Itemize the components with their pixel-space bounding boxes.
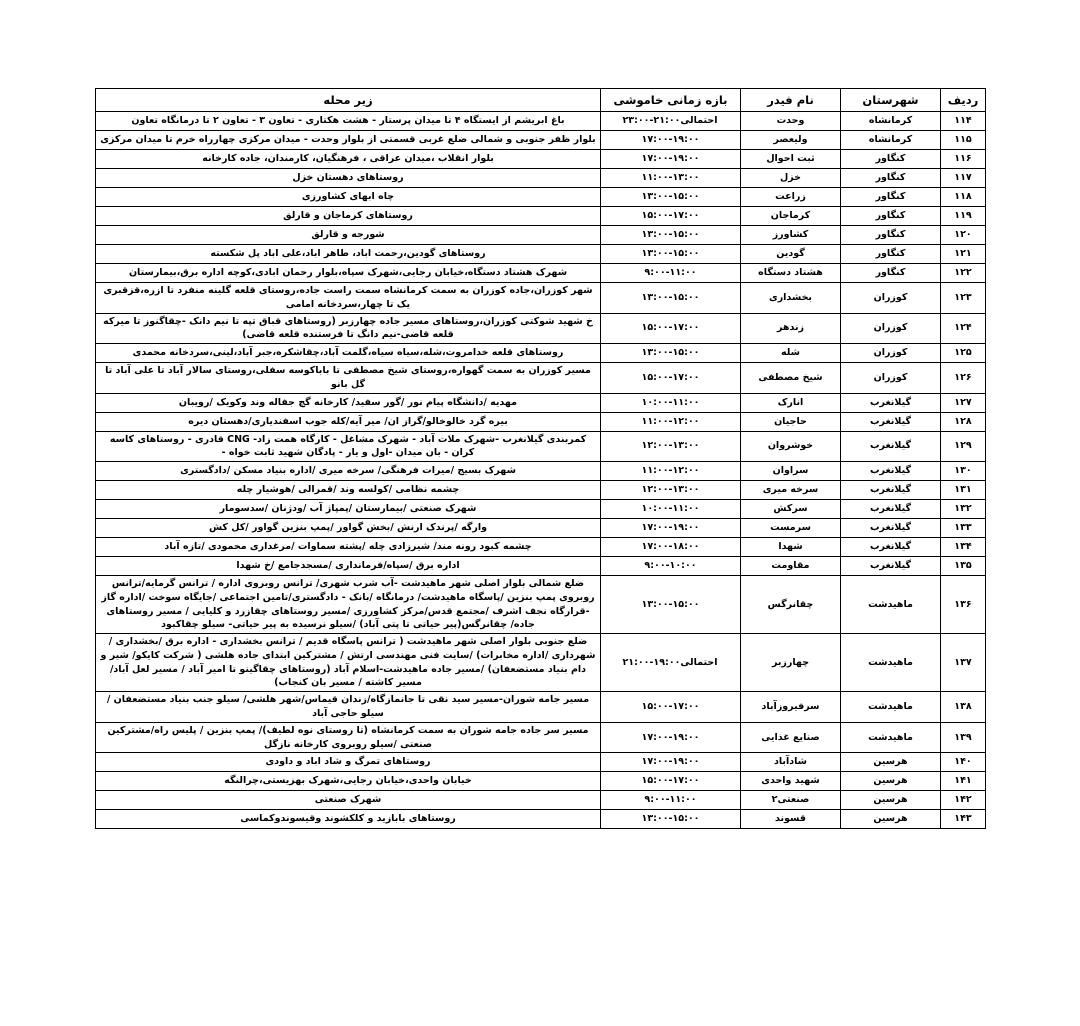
row-number-cell: ۱۲۹: [941, 431, 986, 462]
table-row: [96, 283, 986, 314]
county-cell: کوزران: [841, 313, 941, 344]
area-cell: روستاهای دهستان خزل: [96, 169, 601, 188]
table-row: [96, 791, 986, 810]
time-value: ۱۵:۰۰-۱۷:۰۰: [641, 701, 700, 713]
time-cell: [601, 344, 741, 363]
row-number-cell: ۱۲۰: [941, 226, 986, 245]
table-row: [96, 264, 986, 283]
time-cell: [601, 313, 741, 344]
time-cell: [601, 264, 741, 283]
time-cell: [601, 363, 741, 394]
feeder-cell: حاجیان: [741, 412, 841, 431]
time-cell: [601, 557, 741, 576]
time-cell: [601, 283, 741, 314]
table-row: [96, 753, 986, 772]
table-row: [96, 692, 986, 723]
county-cell: هرسین: [841, 753, 941, 772]
county-cell: کرمانشاه: [841, 112, 941, 131]
time-value: ۹:۰۰-۱۱:۰۰: [644, 794, 697, 806]
county-cell: کنگاور: [841, 188, 941, 207]
header-row: [96, 89, 986, 112]
area-cell: ضلع شمالی بلوار اصلی شهر ماهیدشت -آب شرب شهری/ ترانس روبروی اداره / ترانس گرمایه/ترانس روبروی پمپ بنزین /پاسگاه ماهیدشت/ درمانگاه /بانک - دادگستری/تامین اجتماعی /جایگاه سوخت /اداره گاز -قرارگاه نجف اشرف /مجتمع قدس/مرکز کشاورزی /مسیر روستاهای چقازرد و کلیایی / مسیر روستاهای جاده/ چقانرگس(پیر حیاتی تا پتی آباد) /سیلو نرسیده به پیر حیاتی- سیلو چقاکبود: [96, 576, 601, 634]
time-value: ۱۷:۰۰-۱۹:۰۰: [641, 756, 700, 768]
county-cell: گیلانغرب: [841, 519, 941, 538]
feeder-cell: چهارزبر: [741, 634, 841, 692]
area-cell: ضلع جنوبی بلوار اصلی شهر ماهیدشت ( ترانس پاسگاه قدیم / ترانس بخشداری - اداره برق /بخشداری /شهرداری /اداره مخابرات) /سایت فنی مهندسی ارتش / مشترکین ابتدای جاده هلشی ( شرکت کایکو/ شیر و دام بنیاد مستضعفان) /مسیر جاده ماهیدشت-اسلام آباد (روستاهای چقاگینو تا امیر آباد / مسیر لعل آباد/مسیر کاشته / مسیر بان کنجاب): [96, 634, 601, 692]
time-value: ۱۰:۰۰-۱۱:۰۰: [641, 396, 700, 408]
feeder-cell: هشتاد دستگاه: [741, 264, 841, 283]
feeder-cell: شهید واحدی: [741, 772, 841, 791]
row-number-cell: ۱۲۸: [941, 412, 986, 431]
county-cell: هرسین: [841, 810, 941, 829]
county-cell: گیلانغرب: [841, 412, 941, 431]
row-number-cell: ۱۳۴: [941, 538, 986, 557]
feeder-cell: شهدا: [741, 538, 841, 557]
time-value: ۱۳:۰۰-۱۵:۰۰: [641, 229, 700, 241]
area-cell: وارگه /پرندک ارنش /بخش گواور /پمپ بنزین گواور /کل کش: [96, 519, 601, 538]
feeder-cell: سرخه میری: [741, 481, 841, 500]
feeder-cell: سرمست: [741, 519, 841, 538]
time-cell: [601, 772, 741, 791]
row-number-cell: ۱۲۶: [941, 363, 986, 394]
time-value: ۲۱:۰۰-۲۳:۰۰: [622, 115, 681, 127]
time-cell: [601, 481, 741, 500]
time-cell: [601, 207, 741, 226]
time-cell: [601, 791, 741, 810]
county-cell: کوزران: [841, 283, 941, 314]
county-cell: کوزران: [841, 363, 941, 394]
table-row: [96, 188, 986, 207]
row-number-cell: ۱۲۳: [941, 283, 986, 314]
row-number-cell: ۱۳۲: [941, 500, 986, 519]
feeder-cell: شله: [741, 344, 841, 363]
row-number-cell: ۱۴۲: [941, 791, 986, 810]
time-cell: [601, 112, 741, 131]
time-value: ۱۵:۰۰-۱۷:۰۰: [641, 775, 700, 787]
time-cell: [601, 188, 741, 207]
table-row: [96, 576, 986, 634]
table-row: [96, 412, 986, 431]
time-cell: [601, 753, 741, 772]
outage-schedule-sheet: [95, 88, 985, 829]
row-number-cell: ۱۴۳: [941, 810, 986, 829]
area-cell: چشمه نظامی /کولسه وند /قمرالی /هوشیار چله: [96, 481, 601, 500]
area-cell: مسیر کوزران به سمت گهواره،روستای شیخ مصطفی تا باباکوسه سفلی،روستای سالار آباد تا علی آباد تا گل بانو: [96, 363, 601, 394]
time-value: ۱۷:۰۰-۱۹:۰۰: [641, 134, 700, 146]
header-row-number: ردیف: [941, 89, 986, 112]
time-probable-note: احتمالی: [680, 115, 718, 127]
time-cell: [601, 634, 741, 692]
time-value: ۱۰:۰۰-۱۱:۰۰: [641, 503, 700, 515]
row-number-cell: ۱۳۷: [941, 634, 986, 692]
row-number-cell: ۱۱۴: [941, 112, 986, 131]
table-row: [96, 344, 986, 363]
county-cell: ماهیدشت: [841, 634, 941, 692]
county-cell: گیلانغرب: [841, 500, 941, 519]
feeder-cell: گودین: [741, 245, 841, 264]
row-number-cell: ۱۲۷: [941, 393, 986, 412]
area-cell: کمربندی گیلانغرب -شهرک ملات آباد - شهرک مشاغل - کارگاه همت زاد- CNG قادری - روستاهای کاسه کران - بان میدان -اول و یار - پادگان شهید ثابت خواه -: [96, 431, 601, 462]
county-cell: ماهیدشت: [841, 722, 941, 753]
row-number-cell: ۱۴۱: [941, 772, 986, 791]
county-cell: هرسین: [841, 791, 941, 810]
county-cell: ماهیدشت: [841, 692, 941, 723]
time-probable-note: احتمالی: [680, 656, 718, 668]
feeder-cell: ثبت احوال: [741, 150, 841, 169]
feeder-cell: زندهر: [741, 313, 841, 344]
row-number-cell: ۱۱۷: [941, 169, 986, 188]
time-value: ۱۷:۰۰-۱۸:۰۰: [641, 541, 700, 553]
row-number-cell: ۱۱۵: [941, 131, 986, 150]
county-cell: کنگاور: [841, 245, 941, 264]
table-row: [96, 313, 986, 344]
time-value: ۱۹:۰۰-۲۱:۰۰: [622, 656, 681, 668]
time-value: ۱۵:۰۰-۱۷:۰۰: [641, 371, 700, 383]
row-number-cell: ۱۲۱: [941, 245, 986, 264]
county-cell: هرسین: [841, 772, 941, 791]
time-cell: [601, 500, 741, 519]
time-cell: [601, 810, 741, 829]
table-row: [96, 112, 986, 131]
time-cell: [601, 462, 741, 481]
area-cell: چشمه کبود رونه مند/ شیرزادی چله /پشته سماوات /مرغداری محمودی /تازه آباد: [96, 538, 601, 557]
time-value: ۱۳:۰۰-۱۵:۰۰: [641, 347, 700, 359]
feeder-cell: صنعتی۲: [741, 791, 841, 810]
table-row: [96, 431, 986, 462]
header-county: شهرستان: [841, 89, 941, 112]
table-row: [96, 810, 986, 829]
feeder-cell: ولیعصر: [741, 131, 841, 150]
feeder-cell: کرماجان: [741, 207, 841, 226]
area-cell: شهر کوزران،جاده کوزران به سمت کرمانشاه سمت راست جاده،روستای قلعه گلینه منفرد تا ازره،قزقبری یک تا چهار،سردخانه امامی: [96, 283, 601, 314]
time-value: ۱۷:۰۰-۱۹:۰۰: [641, 153, 700, 165]
feeder-cell: سرکش: [741, 500, 841, 519]
table-row: [96, 481, 986, 500]
area-cell: باغ ابریشم از ایستگاه ۴ تا میدان پرستار - هشت هکتاری - تعاون ۳ - تعاون ۲ تا درمانگاه تعاون: [96, 112, 601, 131]
area-cell: چاه ابهای کشاورزی: [96, 188, 601, 207]
row-number-cell: ۱۱۸: [941, 188, 986, 207]
county-cell: کنگاور: [841, 226, 941, 245]
table-row: [96, 226, 986, 245]
table-row: [96, 772, 986, 791]
time-cell: [601, 131, 741, 150]
feeder-cell: چقانرگس: [741, 576, 841, 634]
time-cell: [601, 576, 741, 634]
time-cell: [601, 519, 741, 538]
table-row: [96, 363, 986, 394]
time-cell: [601, 226, 741, 245]
row-number-cell: ۱۳۹: [941, 722, 986, 753]
area-cell: بیره گرد خالوخالو/گراز ان/ میر آیه/کله جوب اسفندیاری/دهستان دیره: [96, 412, 601, 431]
feeder-cell: سراوان: [741, 462, 841, 481]
row-number-cell: ۱۳۶: [941, 576, 986, 634]
row-number-cell: ۱۲۲: [941, 264, 986, 283]
feeder-cell: کشاورز: [741, 226, 841, 245]
time-cell: [601, 692, 741, 723]
time-cell: [601, 169, 741, 188]
time-value: ۹:۰۰-۱۱:۰۰: [644, 267, 697, 279]
row-number-cell: ۱۲۵: [941, 344, 986, 363]
table-body: [96, 112, 986, 829]
area-cell: مسیر جامه شوران-مسیر سید نقی تا جانمازگاه/زندان قیماس/شهر هلشی/ سیلو جنب بنیاد مستضعفان / سیلو حاجی آباد: [96, 692, 601, 723]
county-cell: گیلانغرب: [841, 393, 941, 412]
header-time-range: بازه زمانی خاموشی: [601, 89, 741, 112]
time-cell: [601, 245, 741, 264]
area-cell: مسیر سر جاده جامه شوران به سمت کرمانشاه (تا روستای نوه لطیف)/ پمپ بنزین / پلیس راه/مشترکین صنعتی /سیلو روبروی کارخانه نازگل: [96, 722, 601, 753]
outage-schedule-table: [95, 88, 986, 829]
area-cell: خیابان واحدی،خیابان رجایی،شهرک بهزیستی،چرالنگه: [96, 772, 601, 791]
time-value: ۱۳:۰۰-۱۵:۰۰: [641, 813, 700, 825]
feeder-cell: وحدت: [741, 112, 841, 131]
table-row: [96, 519, 986, 538]
county-cell: گیلانغرب: [841, 538, 941, 557]
county-cell: کنگاور: [841, 207, 941, 226]
area-cell: شورجه و قارلق: [96, 226, 601, 245]
row-number-cell: ۱۱۶: [941, 150, 986, 169]
feeder-cell: انارک: [741, 393, 841, 412]
table-row: [96, 131, 986, 150]
table-row: [96, 557, 986, 576]
area-cell: روستاهای گودین،رحمت اباد، طاهر اباد،علی اباد پل شکسته: [96, 245, 601, 264]
time-cell: [601, 393, 741, 412]
table-row: [96, 393, 986, 412]
time-value: ۱۳:۰۰-۱۵:۰۰: [641, 598, 700, 610]
area-cell: بلوار ظفر جنوبی و شمالی ضلع غربی قسمتی از بلوار وحدت - میدان مرکزی چهارراه خرم تا میدان مرکزی: [96, 131, 601, 150]
table-row: [96, 245, 986, 264]
county-cell: کنگاور: [841, 264, 941, 283]
time-value: ۱۷:۰۰-۱۹:۰۰: [641, 522, 700, 534]
feeder-cell: شادآباد: [741, 753, 841, 772]
table-row: [96, 150, 986, 169]
time-cell: [601, 412, 741, 431]
feeder-cell: سرفیروزآباد: [741, 692, 841, 723]
time-value: ۱۳:۰۰-۱۵:۰۰: [641, 291, 700, 303]
area-cell: مهدیه /دانشگاه پیام نور /گور سفید/ کارخانه گچ جفاله وند وکویک /رویبان: [96, 393, 601, 412]
county-cell: گیلانغرب: [841, 431, 941, 462]
time-value: ۱۷:۰۰-۱۹:۰۰: [641, 731, 700, 743]
row-number-cell: ۱۳۵: [941, 557, 986, 576]
county-cell: گیلانغرب: [841, 557, 941, 576]
table-row: [96, 462, 986, 481]
area-cell: بلوار انقلاب ،میدان عراقی ، فرهنگیان، کارمندان، جاده کارخانه: [96, 150, 601, 169]
area-cell: روستاهای بابازید و کلکشوند وقیسوندوکماسی: [96, 810, 601, 829]
table-header: [96, 89, 986, 112]
area-cell: شهرک صنعتی: [96, 791, 601, 810]
time-cell: [601, 538, 741, 557]
area-cell: روستاهای کرماجان و قارلق: [96, 207, 601, 226]
feeder-cell: قسوند: [741, 810, 841, 829]
time-cell: [601, 150, 741, 169]
header-sub-area: زیر محله: [96, 89, 601, 112]
time-value: ۱۳:۰۰-۱۵:۰۰: [641, 248, 700, 260]
time-value: ۱۱:۰۰-۱۲:۰۰: [641, 415, 700, 427]
feeder-cell: بخشداری: [741, 283, 841, 314]
feeder-cell: صنایع غذایی: [741, 722, 841, 753]
feeder-cell: زراعت: [741, 188, 841, 207]
time-value: ۹:۰۰-۱۰:۰۰: [644, 560, 697, 572]
area-cell: شهرک هشتاد دستگاه،خیابان رجایی،شهرک سپاه،بلوار رحمان ابادی،کوچه اداره برق،بیمارستان: [96, 264, 601, 283]
table-row: [96, 634, 986, 692]
county-cell: گیلانغرب: [841, 462, 941, 481]
county-cell: کنگاور: [841, 169, 941, 188]
county-cell: کوزران: [841, 344, 941, 363]
row-number-cell: ۱۳۸: [941, 692, 986, 723]
table-row: [96, 722, 986, 753]
table-row: [96, 169, 986, 188]
header-feeder: نام فیدر: [741, 89, 841, 112]
area-cell: خ شهید شوکتی کوزران،روستاهای مسیر جاده چهارزبر (روستاهای قباق تپه تا نیم دانک -چقاگنوز تا میرکه قلعه قاضی-نیم دانگ تا فرستنده قلعه قاضی): [96, 313, 601, 344]
time-value: ۱۱:۰۰-۱۳:۰۰: [641, 172, 700, 184]
table-row: [96, 538, 986, 557]
county-cell: ماهیدشت: [841, 576, 941, 634]
area-cell: شهرک بسیج /میرات فرهنگی/ سرخه میری /اداره بنیاد مسکن /دادگستری: [96, 462, 601, 481]
row-number-cell: ۱۳۳: [941, 519, 986, 538]
time-value: ۱۲:۰۰-۱۳:۰۰: [641, 484, 700, 496]
area-cell: شهرک صنعتی /بیمارستان /پمپاژ آب /ودژنان /سدسومار: [96, 500, 601, 519]
area-cell: روستاهای تمرگ و شاد اباد و داودی: [96, 753, 601, 772]
time-value: ۱۳:۰۰-۱۵:۰۰: [641, 191, 700, 203]
time-cell: [601, 722, 741, 753]
county-cell: کرمانشاه: [841, 131, 941, 150]
row-number-cell: ۱۳۱: [941, 481, 986, 500]
area-cell: اداره برق /سپاه/فرمانداری /مسجدجامع /خ شهدا: [96, 557, 601, 576]
time-cell: [601, 431, 741, 462]
county-cell: گیلانغرب: [841, 481, 941, 500]
table-row: [96, 500, 986, 519]
row-number-cell: ۱۴۰: [941, 753, 986, 772]
feeder-cell: شیخ مصطفی: [741, 363, 841, 394]
row-number-cell: ۱۲۴: [941, 313, 986, 344]
time-value: ۱۵:۰۰-۱۷:۰۰: [641, 210, 700, 222]
time-value: ۱۱:۰۰-۱۲:۰۰: [641, 465, 700, 477]
county-cell: کنگاور: [841, 150, 941, 169]
feeder-cell: خوشروان: [741, 431, 841, 462]
feeder-cell: مقاومت: [741, 557, 841, 576]
table-row: [96, 207, 986, 226]
time-value: ۱۲:۰۰-۱۳:۰۰: [641, 440, 700, 452]
feeder-cell: خزل: [741, 169, 841, 188]
area-cell: روستاهای قلعه خدامروت،شله،سیاه سیاه،گلمت آباد،چقاشکره،جبر آباد،لینی،سردخانه محمدی: [96, 344, 601, 363]
row-number-cell: ۱۱۹: [941, 207, 986, 226]
row-number-cell: ۱۳۰: [941, 462, 986, 481]
time-value: ۱۵:۰۰-۱۷:۰۰: [641, 322, 700, 334]
